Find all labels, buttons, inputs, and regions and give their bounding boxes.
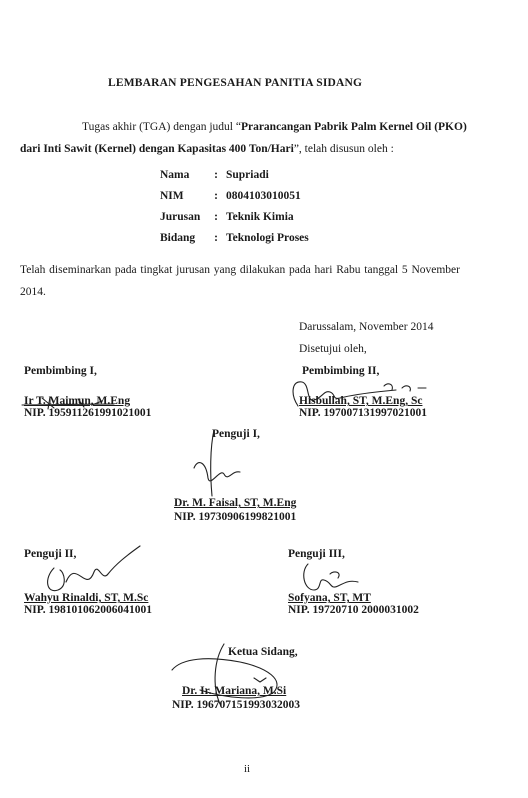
intro-paragraph <box>20 116 490 160</box>
identity-key: NIM <box>160 189 184 202</box>
approved-by: Disetujui oleh, <box>299 343 367 355</box>
intro-suffix: ”, telah disusun oleh : <box>293 143 394 155</box>
penguji1-name: Dr. M. Faisal, ST, M.Eng <box>174 497 297 509</box>
penguji2-role: Penguji II, <box>24 548 77 560</box>
intro-prefix: Tugas akhir (TGA) dengan judul “ <box>82 121 241 133</box>
identity-row-bidang <box>160 227 309 248</box>
thesis-title: Prarancangan Pabrik Palm Kernel Oil (PKO) dari Inti Sawit (Kernel) dengan Kapasitas 400 Ton/Hari <box>20 121 467 155</box>
identity-value: Supriadi <box>226 168 269 181</box>
pembimbing2-role: Pembimbing II, <box>302 365 380 377</box>
identity-row-jurusan <box>160 206 309 227</box>
pembimbing1-nip: NIP. 195911261991021001 <box>24 407 152 419</box>
identity-row-nama <box>160 164 309 185</box>
page-number: ii <box>244 763 251 775</box>
identity-colon: : <box>214 168 218 181</box>
ketua-role: Ketua Sidang, <box>228 646 298 658</box>
penguji3-name: Sofyana, ST, MT <box>288 592 371 604</box>
penguji2-nip: NIP. 198101062006041001 <box>24 604 152 616</box>
identity-key: Bidang <box>160 231 196 244</box>
place-date: Darussalam, November 2014 <box>299 321 434 333</box>
pembimbing2-name: Hisbullah, ST, M.Eng, Sc <box>299 395 423 407</box>
penguji1-role: Penguji I, <box>212 428 260 440</box>
pembimbing1-name: Ir T. Maimun, M.Eng <box>24 395 131 407</box>
identity-colon: : <box>214 231 218 244</box>
ketua-nip: NIP. 196707151993032003 <box>172 699 300 711</box>
pembimbing2-nip: NIP. 197007131997021001 <box>299 407 427 419</box>
identity-colon: : <box>214 210 218 223</box>
identity-value: 0804103010051 <box>226 189 301 202</box>
student-identity-table <box>160 164 309 248</box>
seminar-statement: Telah diseminarkan pada tingkat jurusan yang dilakukan pada hari Rabu tanggal 5 November 2014. <box>20 264 460 298</box>
page-title: LEMBARAN PENGESAHAN PANITIA SIDANG <box>108 77 363 89</box>
ketua-name: Dr. Ir. Mariana, M.Si <box>182 685 287 697</box>
identity-value: Teknologi Proses <box>226 231 309 244</box>
penguji3-role: Penguji III, <box>288 548 345 560</box>
identity-key: Jurusan <box>160 210 201 223</box>
penguji2-name: Wahyu Rinaldi, ST, M.Sc <box>24 592 149 604</box>
penguji2-signature <box>36 538 156 598</box>
pembimbing1-role: Pembimbing I, <box>24 365 97 377</box>
penguji1-nip: NIP. 19730906199821001 <box>174 511 297 523</box>
penguji3-nip: NIP. 19720710 2000031002 <box>288 604 419 616</box>
identity-row-nim <box>160 185 309 206</box>
identity-value: Teknik Kimia <box>226 210 294 223</box>
penguji1-signature <box>184 428 254 500</box>
ketua-signature <box>164 640 314 708</box>
identity-key: Nama <box>160 168 190 181</box>
identity-colon: : <box>214 189 218 202</box>
